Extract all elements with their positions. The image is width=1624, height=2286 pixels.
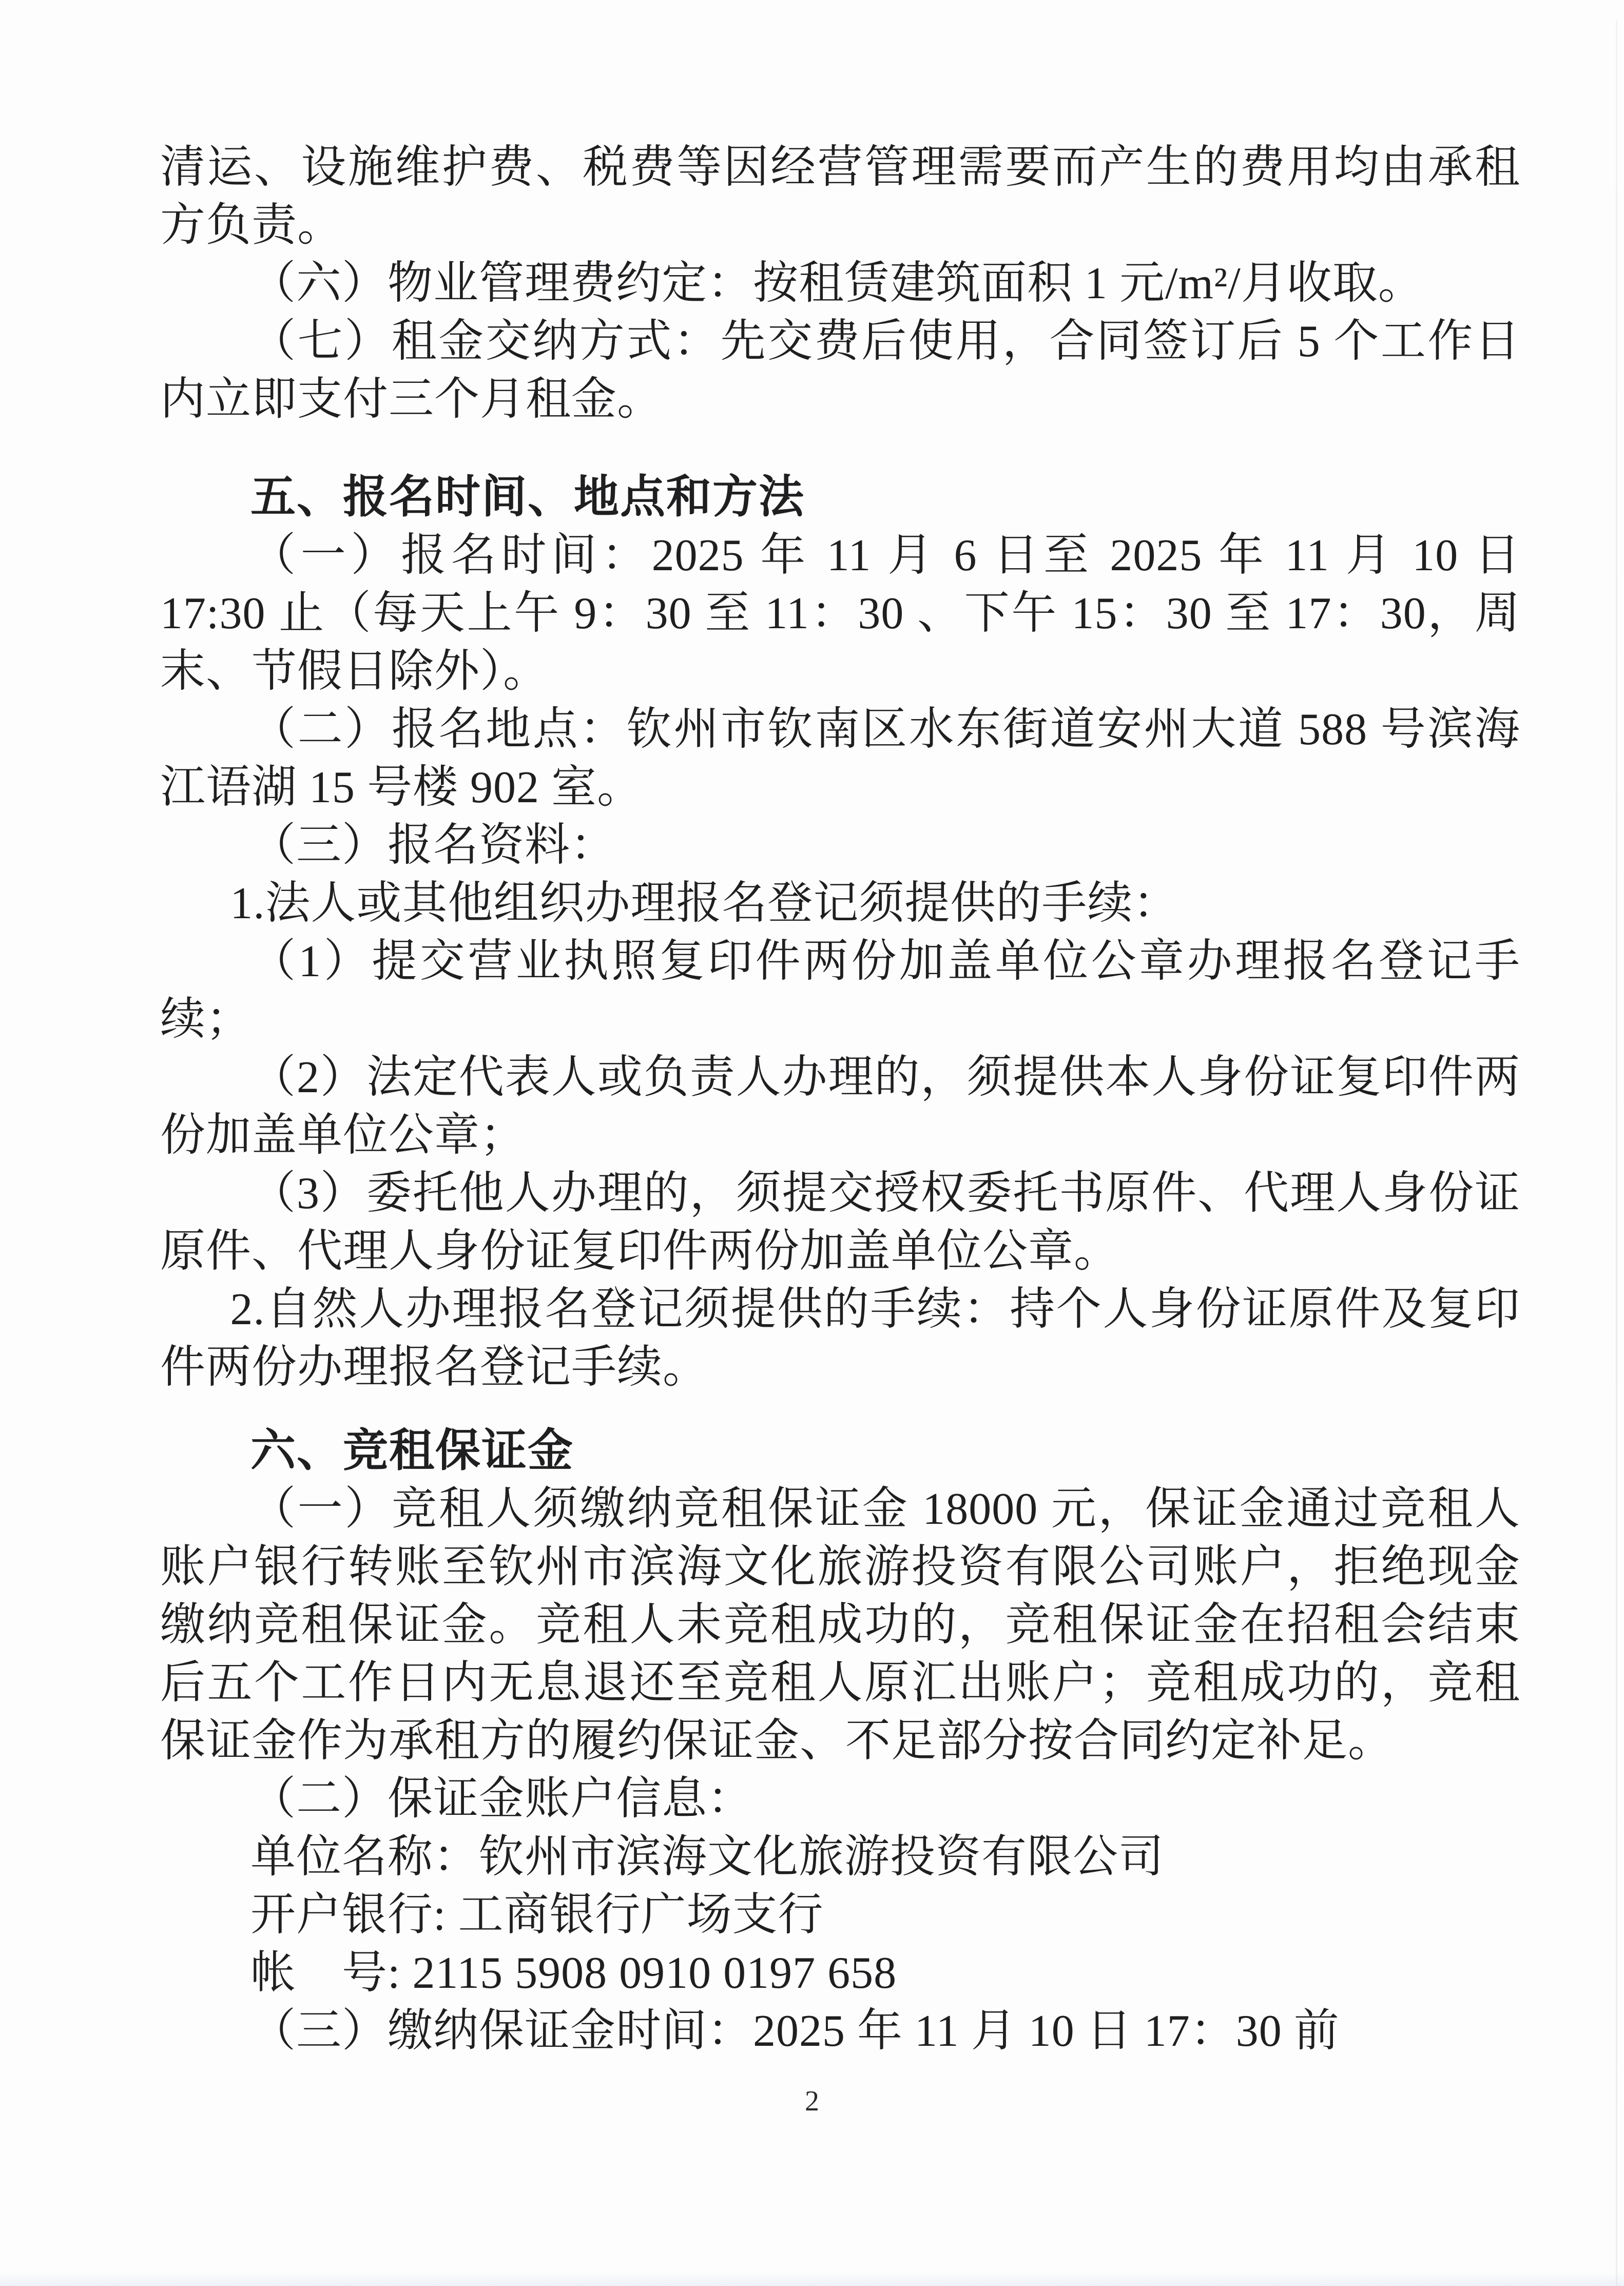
paragraph: （一）竞租人须缴纳竞租保证金 18000 元，保证金通过竞租人账户银行转账至钦州市滨海文化旅游投资有限公司账户，拒绝现金缴纳竞租保证金。竞租人未竞租成功的，竞租保证金在招租会结束后五个工作日内无息退还至竞租人原汇出账户；竞租成功的，竞租保证金作为承租方的履约保证金、不足部分按合同约定补足。 <box>160 1484 1520 1766</box>
scan-edge-artifact <box>1616 21 1617 2286</box>
paragraph: （1）提交营业执照复印件两份加盖单位公章办理报名登记手续； <box>160 937 1520 1044</box>
document-text-block <box>160 139 1520 2060</box>
paragraph: （2）法定代表人或负责人办理的，须提供本人身份证复印件两份加盖单位公章； <box>160 1053 1520 1160</box>
paragraph: 帐 号: 2115 5908 0910 0197 658 <box>250 1948 897 1998</box>
paragraph: 清运、设施维护费、税费等因经营管理需要而产生的费用均由承租方负责。 <box>160 143 1520 250</box>
paragraph: （三）报名资料： <box>250 821 616 870</box>
section-heading: 五、报名时间、地点和方法 <box>250 473 805 522</box>
paragraph: 2.自然人办理报名登记须提供的手续：持个人身份证原件及复印件两份办理报名登记手续。 <box>160 1285 1520 1392</box>
paragraph: （二）保证金账户信息： <box>250 1774 753 1824</box>
scan-noise-artifact <box>0 2272 1624 2286</box>
page-number: 2 <box>805 2085 819 2117</box>
section-heading: 六、竞租保证金 <box>250 1426 574 1476</box>
paragraph: （二）报名地点：钦州市钦南区水东街道安州大道 588 号滨海江语湖 15 号楼 902 室。 <box>160 705 1520 812</box>
paragraph: （一）报名时间：2025 年 11 月 6 日至 2025 年 11 月 10 日 17:30 止（每天上午 9：30 至 11：30 、下午 15：30 至 17：30，周末、节假日除外）。 <box>160 531 1520 696</box>
paragraph: （三）缴纳保证金时间：2025 年 11 月 10 日 17：30 前 <box>250 2006 1340 2056</box>
paragraph: （六）物业管理费约定：按租赁建筑面积 1 元/m²/月收取。 <box>250 259 1424 308</box>
paragraph: 单位名称：钦州市滨海文化旅游投资有限公司 <box>250 1832 1165 1882</box>
paragraph: 1.法人或其他组织办理报名登记须提供的手续： <box>230 879 1179 928</box>
paragraph: （七）租金交纳方式：先交费后使用，合同签订后 5 个工作日内立即支付三个月租金。 <box>160 317 1520 424</box>
paragraph: 开户银行: 工商银行广场支行 <box>250 1890 824 1940</box>
paragraph: （3）委托他人办理的，须提交授权委托书原件、代理人身份证原件、代理人身份证复印件两份加盖单位公章。 <box>160 1169 1520 1276</box>
